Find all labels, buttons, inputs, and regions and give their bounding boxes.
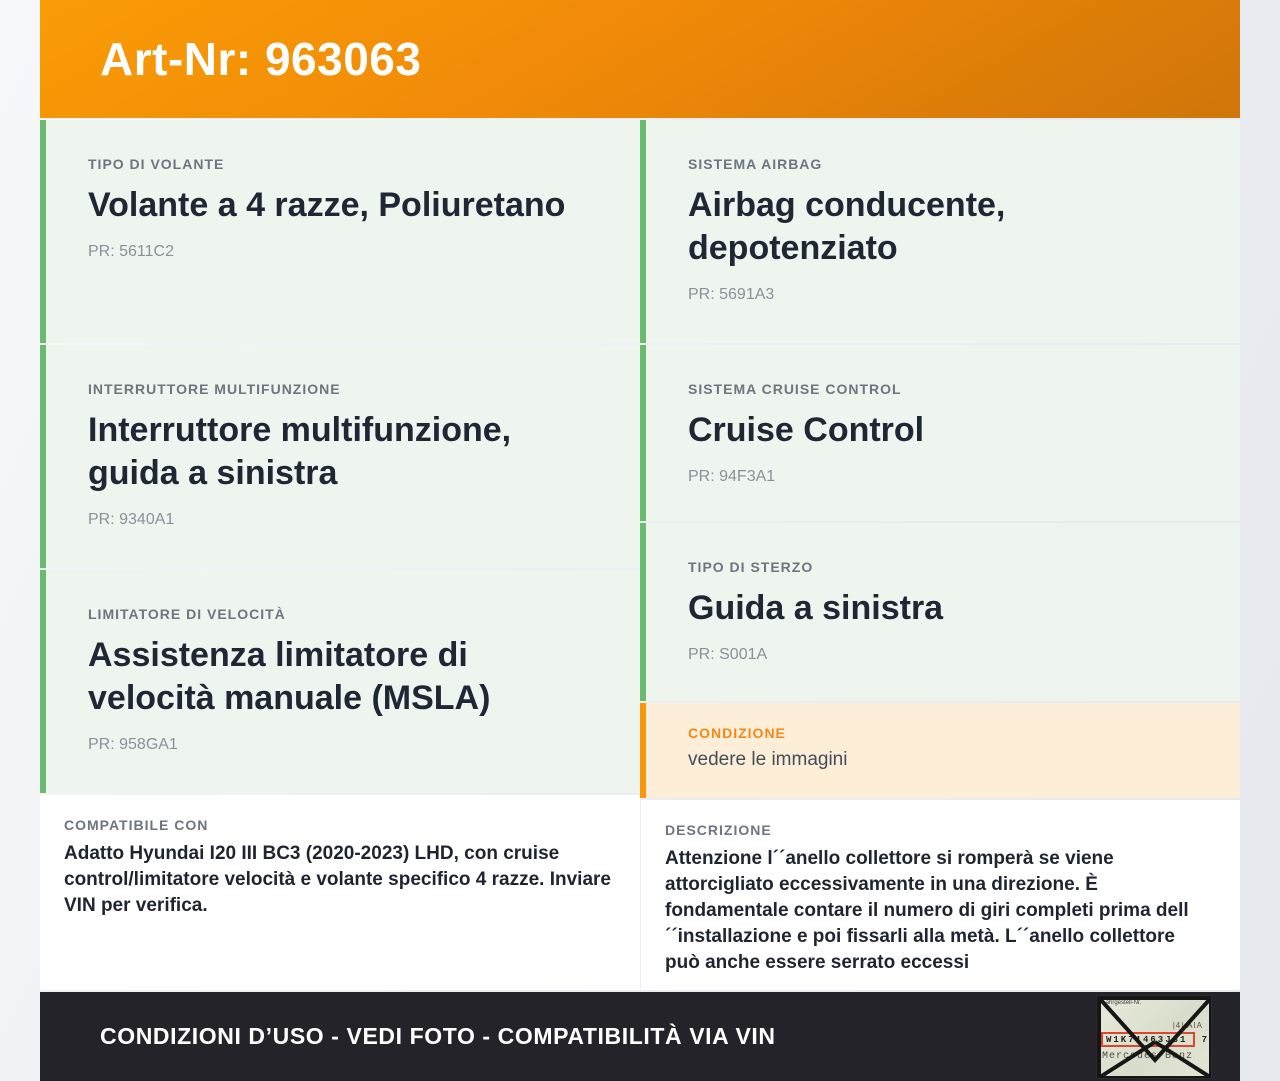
- card-pr-code: PR: 94F3A1: [688, 467, 776, 485]
- condition-label: CONDIZIONE: [688, 725, 786, 741]
- description-text: Attenzione l´´anello collettore si romperà se viene attorcigliato eccessivamente in una direzione. È fondamentale contare il numero di giri completi prima dell´´installazione e poi fissarli alla metà. L´´anello collettore può anche essere serrato eccessi: [665, 848, 1189, 974]
- footer-conditions-text: CONDIZIONI D’USO - VEDI FOTO - COMPATIBILITÀ VIA VIN: [100, 1023, 776, 1049]
- vin-doc-label: Fahrgestell-Nr.: [1102, 1000, 1142, 1006]
- spec-columns: [40, 120, 1240, 990]
- card-title: Volante a 4 razze, Poliuretano: [88, 186, 566, 224]
- spec-card-limitatore-di-velocita: [40, 570, 640, 793]
- vin-suffix-digit: 7: [1201, 1035, 1207, 1045]
- card-label: SISTEMA AIRBAG: [688, 156, 823, 172]
- card-label: SISTEMA CRUISE CONTROL: [688, 381, 902, 397]
- left-column: [40, 120, 640, 990]
- card-title: Cruise Control: [688, 411, 925, 449]
- card-pr-code: PR: 5691A3: [688, 285, 775, 303]
- card-pr-code: PR: 9340A1: [88, 510, 175, 528]
- footer-bar: [40, 992, 1240, 1081]
- card-pr-code: PR: S001A: [688, 645, 768, 663]
- spec-card-sistema-airbag: [640, 120, 1240, 343]
- description-label: DESCRIZIONE: [665, 822, 772, 838]
- card-label: TIPO DI VOLANTE: [88, 156, 225, 172]
- description-card: [640, 800, 1240, 990]
- card-label: LIMITATORE DI VELOCITÀ: [88, 606, 286, 622]
- vin-doc-code: |4| AIA: [1172, 1021, 1203, 1030]
- spec-card-tipo-di-sterzo: [640, 523, 1240, 701]
- condition-value: vedere le immagini: [688, 749, 848, 770]
- card-label: INTERRUTTORE MULTIFUNZIONE: [88, 381, 341, 397]
- compatibility-card: [40, 795, 640, 990]
- spec-card-interruttore-multifunzione: [40, 345, 640, 568]
- card-pr-code: PR: 5611C2: [88, 242, 174, 260]
- header-banner: [40, 0, 1240, 118]
- condition-card: [640, 703, 1240, 798]
- vin-document-image: [1096, 995, 1212, 1079]
- card-title: Interruttore multifunzione, guida a sinistra: [88, 411, 512, 492]
- listing-frame: [40, 0, 1240, 990]
- card-title: Airbag conducente, depotenziato: [688, 186, 1006, 267]
- envelope-icon: [1097, 996, 1212, 1079]
- card-pr-code: PR: 958GA1: [88, 735, 178, 753]
- vin-highlight-box: W1K71463J31: [1101, 1032, 1195, 1047]
- article-number-title: Art-Nr: 963063: [100, 33, 422, 85]
- card-title: Guida a sinistra: [688, 589, 944, 627]
- card-label: TIPO DI STERZO: [688, 559, 814, 575]
- card-title: Assistenza limitatore di velocità manuale (MSLA): [88, 636, 491, 717]
- vin-brand-text: Mercedes-Benz: [1102, 1051, 1194, 1062]
- spec-card-tipo-di-volante: [40, 120, 640, 343]
- card-label: COMPATIBILE CON: [64, 817, 209, 833]
- right-column: [640, 120, 1240, 990]
- spec-card-sistema-cruise-control: [640, 345, 1240, 521]
- compatibility-text: Adatto Hyundai I20 III BC3 (2020-2023) LHD, con cruise control/limitatore velocità e volante specifico 4 razze. Inviare VIN per verifica.: [64, 843, 611, 917]
